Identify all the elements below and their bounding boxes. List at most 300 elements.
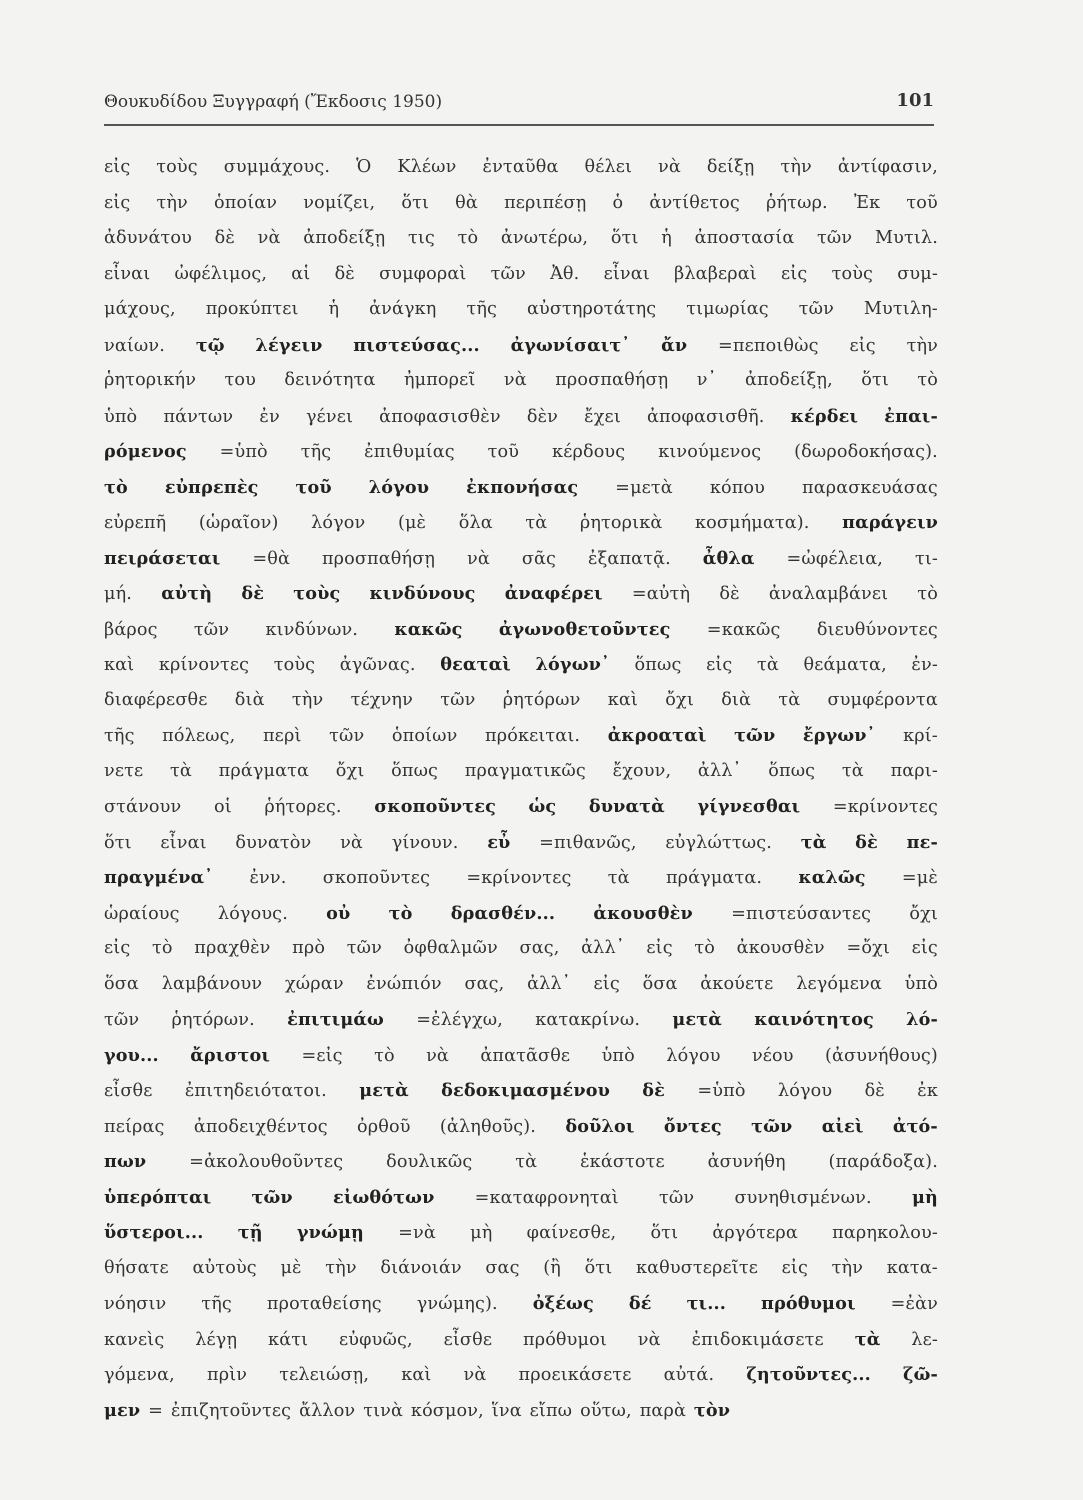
gloss-word: νὰ: [426, 1045, 449, 1066]
lemma-word: ὕστεροι...: [104, 1222, 204, 1243]
gloss-word: τὰ: [778, 689, 801, 710]
gloss-word: =ὑπὸ: [697, 1081, 746, 1101]
lemma-word: λόγων᾽: [535, 654, 610, 675]
gloss-word: πρόθυμοι: [522, 1329, 607, 1350]
text-line: [104, 1073, 938, 1109]
gloss-word: σας,: [464, 973, 505, 994]
gloss-word: ἀποδειχθέντος: [193, 1116, 328, 1137]
gloss-word: ὡραίους: [104, 903, 180, 924]
lemma-word: τὰ: [800, 831, 827, 853]
gloss-word: ὅσα: [642, 973, 678, 994]
gloss-word: (ἀληθοῦς).: [439, 1116, 537, 1137]
gloss-word: τῆς: [466, 299, 498, 319]
gloss-word: τὰ: [607, 868, 630, 888]
gloss-word: Μυτιλη-: [863, 299, 938, 319]
lemma-word: γίγνεσθαι: [697, 796, 801, 817]
gloss-word: νὰ: [257, 228, 281, 248]
gloss-word: παρασκευάσας: [802, 477, 938, 498]
text-line: [104, 328, 938, 364]
gloss-word: ὁποίαν: [214, 192, 278, 213]
gloss-word: =ὑπὸ: [219, 442, 268, 462]
gloss-word: =ἀκολουθοῦντες: [189, 1152, 344, 1172]
gloss-word: παρηκολου-: [832, 1223, 938, 1243]
gloss-word: τοῦ: [487, 442, 520, 462]
lemma-word: λόγου: [368, 476, 430, 498]
gloss-word: εἰς: [781, 1257, 808, 1278]
gloss-word: ὠφέλιμος,: [174, 263, 268, 284]
lemma-word: μετὰ: [359, 1080, 409, 1101]
gloss-word: ὅπως: [391, 760, 439, 781]
gloss-word: θέλει: [584, 157, 633, 177]
lemma-word: λό-: [906, 1009, 938, 1030]
lemma-word: πειράσεται: [104, 547, 221, 569]
gloss-word: κινδύνων.: [265, 619, 359, 640]
lemma-word: τὸν: [693, 1399, 731, 1421]
text-line: [104, 541, 938, 577]
gloss-word: τὸ: [374, 1045, 395, 1066]
text-line: [104, 612, 938, 648]
gloss-word: ἀποφασισθῆ.: [647, 406, 765, 427]
gloss-word: καθυστερεῖτε: [635, 1257, 758, 1278]
gloss-word: εἶναι: [104, 263, 151, 284]
gloss-word: τῆς: [201, 1294, 232, 1314]
lemma-word: δεδοκιμασμένου: [441, 1080, 610, 1101]
gloss-word: (ὡραῖον): [198, 513, 279, 533]
gloss-word: ἔχουν,: [612, 760, 672, 781]
text-line: [104, 150, 938, 186]
gloss-word: περιπέσῃ: [504, 192, 587, 213]
gloss-word: συμφέροντα: [827, 689, 938, 710]
gloss-word: αὐτοὺς: [192, 1257, 257, 1278]
gloss-word: τῶν: [329, 726, 365, 746]
gloss-word: λόγον: [311, 513, 366, 533]
gloss-word: τῶν: [346, 938, 383, 958]
gloss-word: τὴν: [780, 157, 812, 177]
gloss-word: τοὺς: [273, 655, 316, 675]
gloss-word: τινὰ: [363, 1400, 404, 1421]
lemma-word: ἄριστοι: [190, 1044, 271, 1066]
text-line: [104, 292, 938, 328]
gloss-word: τὴν: [291, 689, 324, 710]
gloss-word: τῶν: [817, 228, 853, 248]
gloss-word: ἀποστασία: [694, 228, 795, 248]
gloss-word: ῥήτωρ.: [766, 192, 828, 213]
gloss-word: αἱ: [291, 263, 311, 284]
gloss-word: θεάματα,: [803, 655, 887, 675]
lemma-word: εἰωθότων: [333, 1186, 435, 1208]
lemma-word: δὲ: [642, 1080, 666, 1101]
gloss-word: ῥητόρων: [502, 689, 581, 710]
text-line: [104, 1215, 938, 1251]
gloss-word: κατακρίνω.: [535, 1010, 641, 1030]
gloss-word: κοσμήματα).: [694, 513, 810, 533]
gloss-word: ἀγῶνας.: [339, 655, 416, 675]
gloss-word: νετε: [104, 760, 144, 781]
gloss-word: ἐπιδοκιμάσετε: [691, 1329, 824, 1350]
gloss-word: τὴν: [831, 1257, 864, 1278]
text-line: [104, 860, 938, 896]
gloss-word: =ὄχι: [846, 938, 890, 958]
gloss-word: ὅτι: [610, 228, 639, 248]
lemma-word: τὸ: [388, 902, 413, 924]
gloss-word: =μὲ: [901, 868, 938, 888]
gloss-word: τὸ: [917, 584, 938, 604]
gloss-word: τοὺς: [156, 157, 198, 177]
lemma-word: ρόμενος: [104, 441, 187, 462]
gloss-word: εἰς: [781, 263, 808, 284]
gloss-word: εἶναι: [160, 832, 207, 853]
gloss-word: συνηθισμένων.: [734, 1187, 872, 1208]
gloss-word: Κλέων: [397, 157, 457, 177]
gloss-word: =κακῶς: [706, 619, 781, 640]
gloss-word: πραχθὲν: [194, 938, 271, 958]
gloss-word: νὰ: [467, 548, 490, 569]
lemma-word: ἆθλα: [702, 547, 755, 569]
lemma-word: τῷ: [195, 334, 225, 356]
gloss-word: ἔχει: [584, 406, 621, 427]
gloss-word: ἐνώπιόν: [366, 973, 442, 994]
gloss-word: τῶν: [104, 1010, 140, 1030]
gloss-word: (δωροδοκήσας).: [794, 442, 938, 462]
gloss-word: αὐστηροτάτης: [526, 299, 657, 319]
gloss-word: ἀντίθετος: [649, 192, 740, 213]
gloss-word: ἀλλ᾽: [527, 973, 571, 994]
text-line: [104, 1286, 938, 1322]
text-line: [104, 221, 938, 257]
gloss-word: πράγματα: [218, 760, 310, 781]
gloss-word: πράγματα.: [665, 868, 763, 888]
lemma-word: ἀτό-: [892, 1115, 938, 1137]
gloss-word: νομίζει,: [303, 192, 376, 213]
gloss-word: τελειώσῃ,: [279, 1365, 370, 1385]
gloss-word: τῶν: [659, 1187, 695, 1208]
gloss-word: ὅπως: [634, 655, 682, 675]
lemma-word: τὰ: [854, 1328, 881, 1350]
gloss-word: κανεὶς: [104, 1329, 165, 1350]
gloss-word: σᾶς: [521, 548, 557, 569]
gloss-word: =μετὰ: [615, 477, 673, 498]
gloss-word: παρι-: [890, 760, 938, 781]
gloss-word: τοὺς: [831, 263, 874, 284]
lemma-word: μεν: [104, 1399, 141, 1421]
gloss-word: =κρίνοντες: [832, 797, 938, 817]
gloss-word: κατα-: [886, 1257, 938, 1278]
lemma-word: τῶν: [251, 1186, 293, 1208]
text-line: [104, 931, 938, 967]
text-line: [104, 1322, 938, 1358]
gloss-word: τὰ: [169, 760, 192, 781]
gloss-word: λε-: [911, 1329, 938, 1350]
gloss-word: προταθείσης: [266, 1294, 382, 1314]
lemma-word: κινδύνους: [369, 583, 476, 604]
gloss-word: δυνατὸν: [235, 832, 312, 853]
running-header: [104, 88, 934, 126]
text-line: [104, 1002, 938, 1038]
lemma-word: εὖ: [487, 831, 511, 853]
gloss-word: τὸ: [457, 228, 479, 248]
gloss-word: νόησιν: [104, 1294, 167, 1314]
gloss-word: ὑπὸ: [904, 973, 938, 994]
gloss-word: οὕτω,: [580, 1400, 632, 1421]
gloss-word: περὶ: [262, 726, 302, 746]
gloss-word: τὰ: [515, 1152, 538, 1172]
gloss-word: ἵνα: [491, 1400, 522, 1421]
gloss-word: συμμάχους.: [223, 157, 331, 177]
gloss-word: καὶ: [104, 655, 135, 675]
gloss-word: ἠμπορεῖ: [403, 370, 476, 390]
gloss-word: στάνουν: [104, 797, 182, 817]
gloss-word: ὀφθαλμῶν: [403, 938, 498, 958]
lemma-word: τοῦ: [295, 476, 332, 498]
gloss-word: =πεποιθὼς: [718, 335, 819, 356]
gloss-word: εἰς: [849, 335, 876, 356]
lemma-word: κακῶς: [394, 618, 463, 640]
gloss-word: τὴν: [325, 1257, 357, 1278]
gloss-word: εἴπω: [529, 1400, 573, 1421]
gloss-word: ἐκ: [917, 1081, 938, 1101]
gloss-word: νὰ: [503, 370, 527, 390]
gloss-word: ὅτι: [861, 370, 889, 390]
gloss-word: τὰ: [756, 655, 779, 675]
lemma-word: πων: [104, 1151, 147, 1172]
text-line: [104, 363, 938, 399]
gloss-word: Ὁ: [356, 157, 372, 177]
gloss-word: οἱ: [213, 797, 232, 817]
gloss-word: πρὶν: [207, 1365, 248, 1385]
lemma-word: ἀγωνοθετοῦντες: [498, 618, 671, 640]
lemma-word: σκοποῦντες: [374, 796, 496, 817]
gloss-word: πείρας: [104, 1116, 165, 1137]
text-line: [104, 647, 938, 683]
gloss-word: τὰ: [525, 513, 548, 533]
gloss-word: νὰ: [340, 832, 363, 853]
gloss-word: μάχους,: [104, 299, 176, 319]
gloss-word: δὲ: [334, 263, 355, 284]
gloss-word: ἀνάγκη: [369, 299, 437, 319]
gloss-word: εἶσθε: [104, 1081, 153, 1101]
gloss-word: κρίνοντες: [158, 655, 250, 675]
gloss-word: ἑκάστοτε: [580, 1152, 665, 1172]
gloss-word: εὐγλώττως.: [665, 832, 772, 853]
gloss-word: πρόκειται.: [485, 726, 581, 746]
gloss-word: διευθύνοντες: [816, 619, 938, 640]
lemma-word: καλῶς: [798, 867, 866, 888]
lemma-word: τῶν: [751, 1115, 793, 1137]
gloss-word: δείξῃ: [706, 157, 755, 177]
text-line: [104, 257, 938, 293]
gloss-word: διὰ: [234, 689, 265, 710]
gloss-word: ἀλλ᾽: [697, 760, 742, 781]
gloss-word: φαίνεσθε,: [526, 1223, 617, 1243]
gloss-word: σας: [485, 1257, 520, 1278]
gloss-word: νὰ: [637, 1329, 661, 1350]
lemma-word: μὴ: [911, 1186, 938, 1208]
gloss-word: τις: [407, 228, 435, 248]
gloss-word: προεικάσετε: [518, 1365, 632, 1385]
lemma-word: παράγειν: [842, 512, 938, 533]
gloss-word: νέου: [751, 1045, 794, 1066]
lemma-word: ἐκπονήσας: [466, 476, 579, 498]
lemma-word: ὄντες: [663, 1115, 722, 1137]
gloss-word: τὸ: [917, 370, 938, 390]
lemma-word: ἐπαι-: [884, 405, 938, 427]
gloss-word: τῶν: [193, 619, 230, 640]
gloss-word: συμφοραὶ: [379, 263, 467, 284]
gloss-word: γόμενα,: [104, 1365, 175, 1385]
gloss-word: =: [148, 1400, 164, 1421]
gloss-word: λόγους.: [217, 903, 288, 924]
gloss-word: ἡ: [661, 228, 672, 248]
text-line: [104, 825, 938, 861]
gloss-word: μή.: [104, 584, 133, 604]
gloss-word: εἶσθε: [443, 1329, 493, 1350]
gloss-word: δὲ: [864, 1081, 885, 1101]
gloss-word: εἰς: [104, 157, 131, 177]
gloss-word: κινούμενος: [658, 442, 762, 462]
lemma-word: δὲ: [855, 831, 878, 853]
gloss-word: ἀργότερα: [712, 1223, 798, 1243]
gloss-word: Ἐκ: [853, 192, 881, 213]
gloss-word: κόπου: [709, 477, 766, 498]
lemma-word: ἀναφέρει: [504, 583, 603, 604]
gloss-word: τὴν: [906, 335, 938, 356]
gloss-word: μὴ: [470, 1223, 493, 1243]
gloss-word: ἀσυνήθη: [707, 1152, 786, 1172]
gloss-word: ἀλλ᾽: [581, 938, 625, 958]
text-line: [104, 576, 938, 612]
text-line: [104, 1038, 938, 1074]
lemma-word: ἄν: [661, 334, 688, 356]
text-line: [104, 1357, 938, 1393]
gloss-word: θήσατε: [104, 1257, 169, 1278]
text-line: [104, 967, 938, 1003]
gloss-word: βάρος: [104, 619, 158, 640]
gloss-word: τοῦ: [906, 192, 938, 213]
gloss-word: (μὲ: [397, 513, 427, 533]
gloss-word: καὶ: [401, 1365, 432, 1385]
gloss-word: λόγου: [666, 1045, 721, 1066]
gloss-word: προκύπτει: [205, 299, 299, 319]
lemma-word: πε-: [906, 831, 938, 853]
gloss-word: ἀκουσθὲν: [736, 938, 825, 958]
gloss-word: =πιστεύσαντες: [731, 903, 872, 924]
lemma-word: τι...: [686, 1293, 727, 1314]
gloss-word: ὑπὸ: [104, 406, 138, 427]
gloss-word: =εἰς: [301, 1045, 343, 1066]
gloss-word: ναίων.: [104, 335, 166, 356]
lemma-word: ὀξέως: [532, 1293, 594, 1314]
gloss-word: ῥητορικὰ: [579, 513, 663, 533]
gloss-word: τὴν: [156, 192, 188, 213]
gloss-word: παρὰ: [639, 1400, 686, 1421]
gloss-word: ὅπως: [768, 760, 816, 781]
gloss-word: νὰ: [463, 1365, 487, 1385]
gloss-word: ἐνταῦθα: [482, 157, 559, 177]
gloss-word: πραγματικῶς: [464, 760, 586, 781]
gloss-word: πρὸ: [292, 938, 326, 958]
gloss-word: =ἐὰν: [890, 1294, 938, 1314]
gloss-word: ὄχι: [335, 760, 365, 781]
lemma-word: τῶν: [734, 725, 776, 746]
lemma-word: δὲ: [241, 583, 265, 604]
lemma-word: λέγειν: [255, 334, 323, 356]
gloss-word: τῶν: [490, 263, 526, 284]
text-line: [104, 470, 938, 506]
gloss-word: δεινότητα: [284, 370, 376, 390]
gloss-word: τὸ: [151, 938, 173, 958]
gloss-word: ἐν: [259, 406, 280, 427]
gloss-word: προσπαθήσῃ: [321, 548, 436, 569]
lemma-word: τὸ: [104, 476, 128, 498]
gloss-word: ἀντίφασιν,: [837, 157, 938, 177]
lemma-word: οὐ: [326, 902, 351, 924]
gloss-word: διὰ: [721, 689, 752, 710]
gloss-word: ὅτι: [104, 832, 132, 853]
gloss-word: ῥητορικήν: [104, 370, 197, 390]
text-line: [104, 1109, 938, 1145]
gloss-word: βλαβεραὶ: [674, 263, 757, 284]
gloss-word: δουλικῶς: [386, 1152, 473, 1172]
gloss-word: εἰς: [706, 655, 733, 675]
gloss-word: διάνοιάν: [380, 1257, 462, 1278]
gloss-word: ἐν-: [911, 655, 938, 675]
gloss-word: εἰς: [104, 938, 131, 958]
gloss-word: μὲ: [280, 1257, 302, 1278]
gloss-word: καὶ: [607, 689, 638, 710]
lemma-word: εὐπρεπὲς: [164, 476, 259, 498]
lemma-word: καινότητος: [754, 1009, 874, 1030]
gloss-word: ὅτι: [584, 1257, 613, 1278]
gloss-word: =κρίνοντες: [466, 868, 572, 888]
gloss-word: σκοποῦντες: [322, 868, 431, 888]
gloss-word: λεγόμενα: [796, 973, 882, 994]
gloss-word: =θὰ: [252, 548, 290, 569]
text-line: [104, 754, 938, 790]
gloss-word: ῥητόρων.: [171, 1010, 255, 1030]
lemma-word: ἔργων᾽: [802, 725, 876, 746]
gloss-word: ἀποφασισθὲν: [379, 406, 501, 427]
gloss-word: θὰ: [455, 192, 478, 213]
gloss-word: τῶν: [798, 299, 834, 319]
gloss-word: κέρδους: [552, 442, 626, 462]
gloss-word: ἀνωτέρω,: [500, 228, 589, 248]
gloss-word: εἰς: [646, 938, 673, 958]
lemma-word: ὡς: [528, 796, 557, 817]
lemma-word: πιστεύσας...: [353, 334, 480, 356]
lemma-word: τῇ: [237, 1222, 263, 1243]
lemma-word: πρόθυμοι: [761, 1293, 856, 1314]
gloss-word: Ἀθ.: [550, 263, 580, 284]
gloss-word: τὰ: [841, 760, 864, 781]
gloss-word: δὲν: [526, 406, 559, 427]
gloss-word: ἀκούετε: [700, 973, 774, 994]
gloss-word: ἀδυνάτου: [104, 228, 192, 248]
gloss-word: ἀπατᾶσθε: [480, 1045, 571, 1066]
lemma-word: κέρδει: [790, 405, 859, 427]
page-number: 101: [896, 90, 934, 111]
lemma-word: ὑπερόπται: [104, 1186, 212, 1208]
gloss-word: προσπαθήσῃ: [555, 370, 669, 390]
text-line: [104, 896, 938, 932]
gloss-word: ὅτι: [401, 192, 430, 213]
gloss-word: εἰς: [104, 192, 131, 213]
lemma-word: ζητοῦντες...: [746, 1364, 871, 1385]
lemma-word: δρασθέν...: [450, 902, 556, 924]
gloss-word: γνώμης).: [416, 1294, 498, 1314]
header-title: Θουκυδίδου Ξυγγραφή (Ἔκδοσις 1950): [104, 92, 443, 112]
gloss-word: τῶν: [440, 689, 476, 710]
gloss-word: =πιθανῶς,: [539, 832, 637, 853]
